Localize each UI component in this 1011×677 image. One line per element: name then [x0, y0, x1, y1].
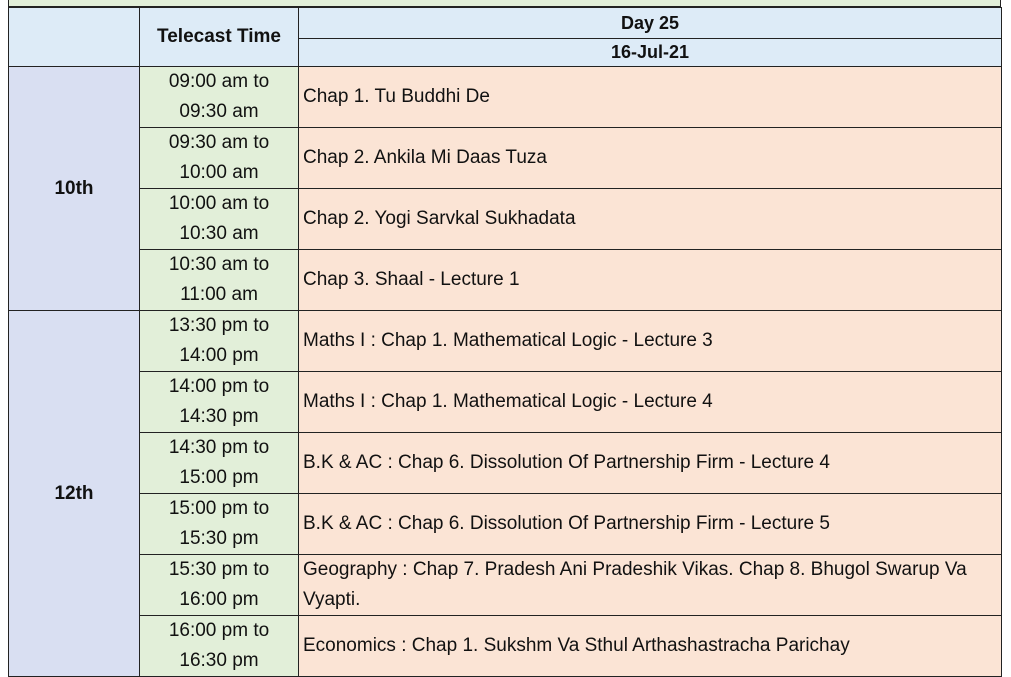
schedule-row: [9, 250, 1002, 311]
time-end: 14:00 pm: [179, 345, 259, 366]
time-end: 10:30 am: [179, 223, 259, 244]
time-cell: [140, 250, 299, 311]
schedule-row: [9, 128, 1002, 189]
time-cell: [140, 128, 299, 189]
time-cell: [140, 372, 299, 433]
time-start: 14:00 pm to: [168, 376, 270, 397]
date-header: 16-Jul-21: [299, 39, 1002, 67]
subject-cell: Economics : Chap 1. Sukshm Va Sthul Arthashastracha Parichay: [299, 616, 1002, 677]
time-end: 14:30 pm: [179, 406, 259, 427]
time-start: 15:30 pm to: [168, 559, 270, 580]
schedule-row: [9, 494, 1002, 555]
schedule-row: [9, 189, 1002, 250]
telecast-time-header: Telecast Time: [140, 8, 299, 67]
grade-cell: 10th: [9, 67, 140, 311]
time-cell: [140, 494, 299, 555]
time-end: 10:00 am: [179, 162, 259, 183]
time-cell: [140, 616, 299, 677]
time-cell: [140, 67, 299, 128]
schedule-row: [9, 616, 1002, 677]
time-end: 16:00 pm: [179, 589, 259, 610]
subject-cell: B.K & AC : Chap 6. Dissolution Of Partnership Firm - Lecture 5: [299, 494, 1002, 555]
subject-cell: Maths I : Chap 1. Mathematical Logic - Lecture 3: [299, 311, 1002, 372]
header-blank-cell: [9, 8, 140, 67]
time-end: 15:00 pm: [179, 467, 259, 488]
time-start: 10:30 am to: [168, 254, 270, 275]
time-cell: [140, 311, 299, 372]
time-end: 09:30 am: [179, 101, 259, 122]
time-end: 11:00 am: [180, 284, 258, 305]
time-start: 10:00 am to: [168, 193, 270, 214]
time-cell: [140, 433, 299, 494]
subject-cell: Geography : Chap 7. Pradesh Ani Pradeshik Vikas. Chap 8. Bhugol Swarup Va Vyapti.: [299, 555, 1002, 616]
header-row-day: [9, 8, 1002, 39]
schedule-row: [9, 555, 1002, 616]
subject-cell: Chap 3. Shaal - Lecture 1: [299, 250, 1002, 311]
time-start: 14:30 pm to: [168, 437, 270, 458]
schedule-row: [9, 433, 1002, 494]
day-header: Day 25: [299, 8, 1002, 39]
telecast-schedule-table: [8, 7, 1002, 677]
time-start: 16:00 pm to: [168, 620, 270, 641]
time-cell: [140, 555, 299, 616]
schedule-row: [9, 372, 1002, 433]
subject-cell: Chap 2. Ankila Mi Daas Tuza: [299, 128, 1002, 189]
grade-cell: 12th: [9, 311, 140, 677]
time-start: 09:00 am to: [168, 71, 270, 92]
subject-cell: Chap 2. Yogi Sarvkal Sukhadata: [299, 189, 1002, 250]
subject-cell: Maths I : Chap 1. Mathematical Logic - Lecture 4: [299, 372, 1002, 433]
time-end: 15:30 pm: [179, 528, 259, 549]
time-start: 13:30 pm to: [168, 315, 270, 336]
schedule-row: [9, 311, 1002, 372]
top-strip: [8, 0, 1001, 7]
subject-cell: B.K & AC : Chap 6. Dissolution Of Partnership Firm - Lecture 4: [299, 433, 1002, 494]
schedule-row: [9, 67, 1002, 128]
time-start: 15:00 pm to: [168, 498, 270, 519]
time-cell: [140, 189, 299, 250]
subject-cell: Chap 1. Tu Buddhi De: [299, 67, 1002, 128]
time-start: 09:30 am to: [168, 132, 270, 153]
time-end: 16:30 pm: [179, 650, 259, 671]
